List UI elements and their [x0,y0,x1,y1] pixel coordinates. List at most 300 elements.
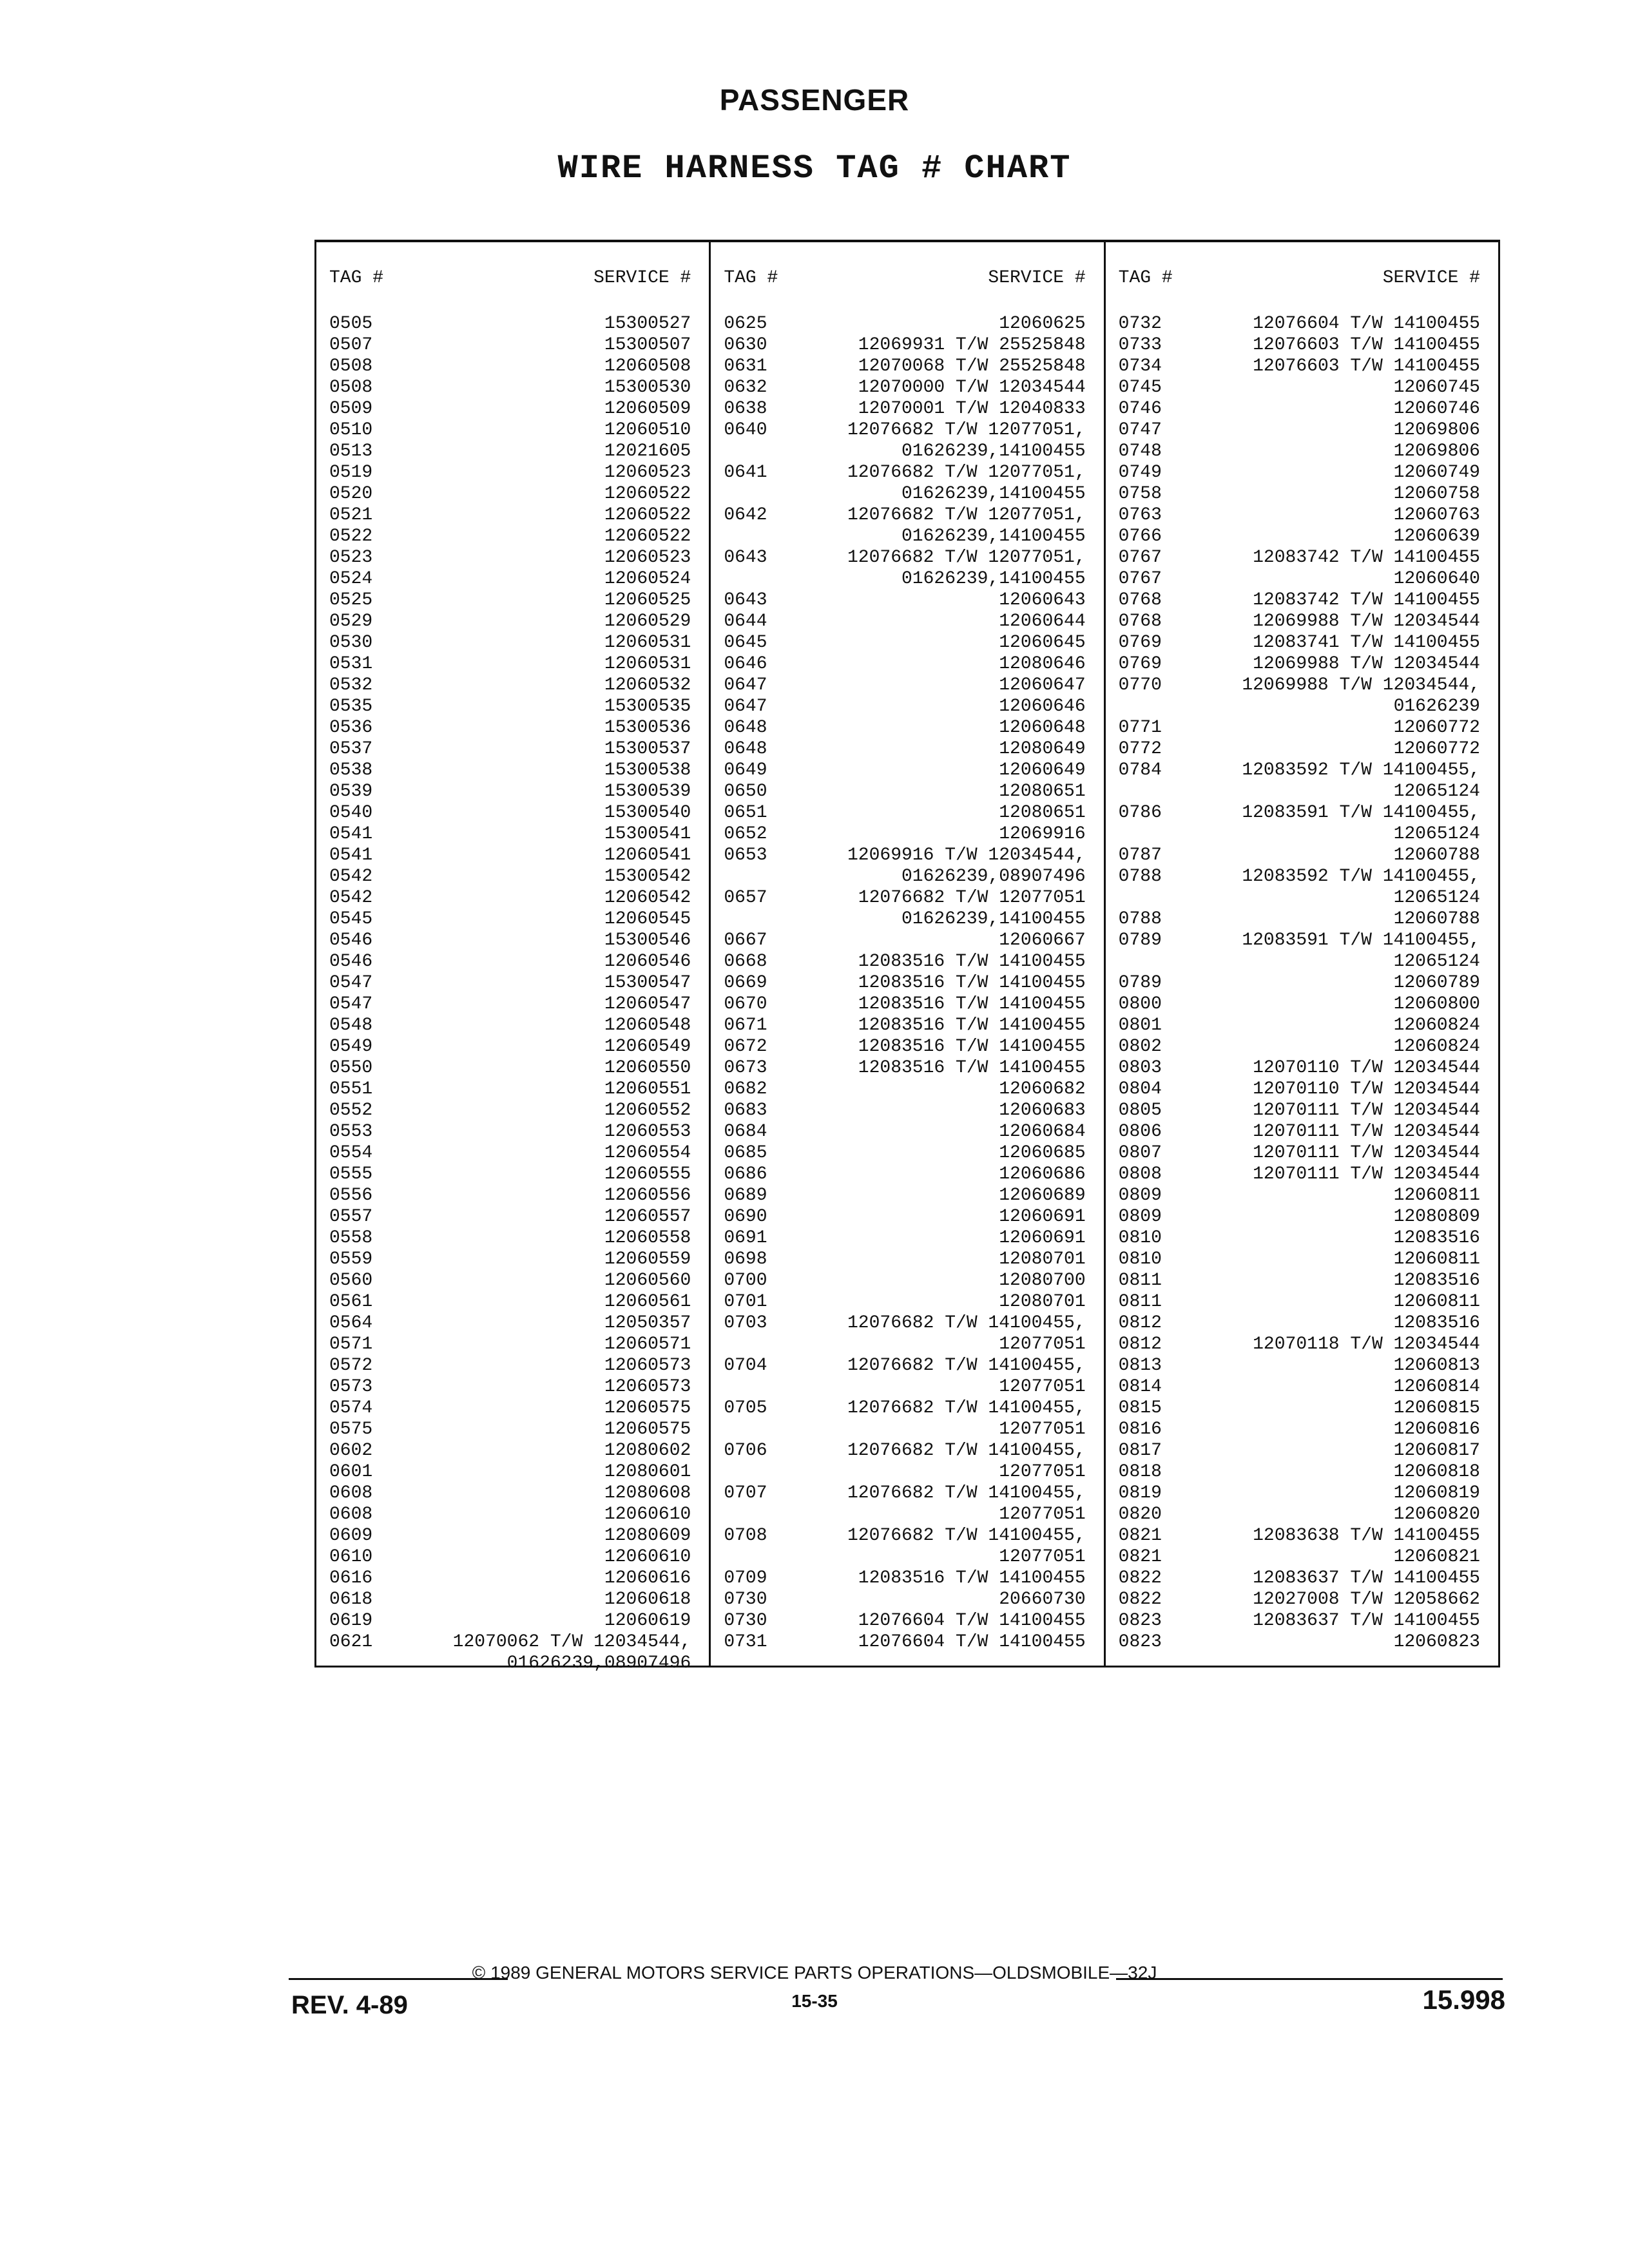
table-row [329,1227,691,1249]
service-cell: 12076604 T/W 14100455 [1253,314,1480,334]
table-row [329,1057,691,1079]
table-row [329,1419,691,1440]
tag-cell: 0521 [329,505,373,525]
table-row [1119,568,1480,590]
copyright-line: © 1989 GENERAL MOTORS SERVICE PARTS OPERATIONS—OLDSMOBILE—32J [472,1963,1157,1983]
tag-cell: 0802 [1118,1037,1162,1057]
tag-cell: 0820 [1118,1504,1162,1524]
service-cell: 12070118 T/W 12034544 [1253,1334,1480,1354]
service-cell: 15300527 [604,314,691,334]
tag-cell [1119,781,1196,802]
table-row [724,951,1085,972]
service-cell: 12060824 [1393,1037,1480,1057]
table-row [724,526,1085,547]
service-cell: 12076682 T/W 14100455, [847,1441,1086,1461]
tag-cell: 0822 [1118,1568,1162,1588]
table-column-1 [316,242,711,1673]
table-row [329,568,691,590]
service-cell: 12077051 [999,1334,1086,1354]
tag-cell: 0625 [724,314,767,334]
tag-cell: 0698 [724,1249,767,1269]
tag-cell: 0539 [329,782,373,802]
tag-cell: 0811 [1118,1271,1162,1291]
table-row [724,760,1085,781]
table-row [329,696,691,717]
service-cell: 12060552 [604,1100,691,1120]
table-row [329,611,691,632]
service-cell: 12060571 [604,1334,691,1354]
tag-cell: 0532 [329,675,373,695]
service-header: SERVICE # [988,268,1086,288]
table-row [329,547,691,568]
table-row [329,1312,691,1334]
tag-cell: 0523 [329,548,373,568]
table-row [329,1504,691,1525]
table-row [1119,1568,1480,1589]
chart-title: WIRE HARNESS TAG # CHART [557,149,1072,187]
service-cell: 12050357 [604,1313,691,1333]
table-row [329,1398,691,1419]
service-cell: 12060811 [1393,1249,1480,1269]
table-row [724,994,1085,1015]
tag-cell: 0641 [724,463,767,483]
service-cell: 12080701 [999,1249,1086,1269]
table-row [1119,887,1480,908]
service-cell: 12080608 [604,1483,691,1503]
service-cell: 12060557 [604,1207,691,1227]
service-cell: 12060758 [1393,484,1480,504]
service-cell: 12083516 T/W 14100455 [858,1037,1086,1057]
tag-cell [1119,696,1196,717]
service-cell: 12080651 [999,803,1086,823]
tag-cell: 0789 [1118,930,1162,950]
table-row [329,717,691,738]
service-cell: 01626239,08907496 [506,1653,691,1673]
tag-cell [724,1504,801,1525]
service-cell: 12060644 [999,611,1086,631]
tag-cell: 0602 [329,1441,373,1461]
service-cell: 12069988 T/W 12034544 [1253,654,1480,674]
tag-cell: 0558 [329,1228,373,1248]
tag-cell: 0640 [724,420,767,440]
table-row [724,1185,1085,1206]
tag-cell: 0747 [1118,420,1162,440]
service-cell: 20660730 [999,1590,1086,1610]
tag-cell: 0770 [1118,675,1162,695]
tag-cell: 0632 [724,378,767,398]
table-row [724,590,1085,611]
table-row [1119,781,1480,802]
service-cell: 12069806 [1393,441,1480,461]
tag-cell: 0547 [329,973,373,993]
service-cell: 15300547 [604,973,691,993]
service-cell: 12077051 [999,1547,1086,1567]
service-cell: 12069806 [1393,420,1480,440]
table-row [329,908,691,930]
table-row [724,802,1085,823]
table-row [329,951,691,972]
tag-cell: 0772 [1118,739,1162,759]
table-row [724,547,1085,568]
tag-cell: 0748 [1118,441,1162,461]
service-cell: 12076682 T/W 12077051, [847,420,1086,440]
service-cell: 12070111 T/W 12034544 [1253,1122,1480,1142]
tag-cell [724,1461,801,1483]
service-cell: 12070000 T/W 12034544 [858,378,1086,398]
table-row [724,1334,1085,1355]
tag-cell: 0643 [724,590,767,610]
tag-cell: 0823 [1118,1632,1162,1652]
tag-cell: 0650 [724,782,767,802]
table-row [1119,547,1480,568]
table-row [329,419,691,441]
service-cell: 12060573 [604,1377,691,1397]
service-cell: 12060619 [604,1611,691,1631]
tag-cell: 0701 [724,1292,767,1312]
service-cell: 12060522 [604,484,691,504]
table-row [329,887,691,908]
service-cell: 12077051 [999,1504,1086,1524]
service-cell: 12080700 [999,1271,1086,1291]
tag-cell: 0531 [329,654,373,674]
table-row [1119,1100,1480,1121]
tag-cell: 0703 [724,1313,767,1333]
tag-cell: 0815 [1118,1398,1162,1418]
tag-cell: 0647 [724,697,767,716]
service-cell: 12083591 T/W 14100455, [1242,930,1480,950]
service-cell: 12060691 [999,1228,1086,1248]
table-row [329,1334,691,1355]
table-row [724,1398,1085,1419]
table-row [1119,696,1480,717]
table-row [1119,1546,1480,1568]
tag-cell: 0814 [1118,1377,1162,1397]
service-cell: 15300542 [604,867,691,887]
table-row [724,1057,1085,1079]
tag-cell [724,1419,801,1440]
tag-cell [724,526,801,547]
tag-cell: 0768 [1118,611,1162,631]
table-row [1119,908,1480,930]
tag-cell: 0574 [329,1398,373,1418]
table-row [329,632,691,653]
tag-cell [724,866,801,887]
table-row [1119,1036,1480,1057]
tag-cell: 0767 [1118,548,1162,568]
service-cell: 12080646 [999,654,1086,674]
tag-cell: 0644 [724,611,767,631]
table-row [1119,994,1480,1015]
service-cell: 12080602 [604,1441,691,1461]
service-cell: 12060558 [604,1228,691,1248]
service-cell: 12060682 [999,1079,1086,1099]
service-cell: 12076682 T/W 14100455, [847,1356,1086,1376]
table-row [724,930,1085,951]
tag-cell: 0672 [724,1037,767,1057]
tag-cell: 0546 [329,930,373,950]
table-row [724,1483,1085,1504]
service-cell: 12060610 [604,1504,691,1524]
tag-cell: 0734 [1118,356,1162,376]
tag-cell: 0816 [1118,1419,1162,1439]
service-cell: 12065124 [1393,952,1480,972]
service-cell: 01626239,14100455 [901,484,1086,504]
tag-cell: 0542 [329,867,373,887]
tag-cell: 0818 [1118,1462,1162,1482]
tag-cell: 0685 [724,1143,767,1163]
table-row [1119,1376,1480,1398]
table-rows [329,313,691,1674]
table-row [724,1504,1085,1525]
table-row [329,675,691,696]
table-row [329,1206,691,1227]
service-cell: 12060800 [1393,994,1480,1014]
service-cell: 12083592 T/W 14100455, [1242,760,1480,780]
table-row [329,377,691,398]
column-header [724,268,1085,288]
table-row [724,441,1085,462]
service-cell: 01626239,14100455 [901,569,1086,589]
tag-cell: 0559 [329,1249,373,1269]
table-row [329,483,691,505]
tag-cell: 0651 [724,803,767,823]
tag-cell: 0541 [329,845,373,865]
tag-cell: 0704 [724,1356,767,1376]
service-cell: 12060821 [1393,1547,1480,1567]
tag-cell: 0706 [724,1441,767,1461]
tag-cell: 0572 [329,1356,373,1376]
service-cell: 12060542 [604,888,691,908]
service-cell: 12076682 T/W 12077051, [847,548,1086,568]
table-row [1119,1631,1480,1653]
table-row [329,1483,691,1504]
table-row [1119,1227,1480,1249]
service-cell: 15300541 [604,824,691,844]
service-cell: 12060547 [604,994,691,1014]
tag-cell: 0560 [329,1271,373,1291]
table-row [1119,760,1480,781]
service-cell: 12060523 [604,463,691,483]
tag-chart-table [314,240,1500,1673]
service-cell: 12083516 T/W 14100455 [858,1568,1086,1588]
table-row [1119,1334,1480,1355]
tag-cell: 0684 [724,1122,767,1142]
table-row [724,1312,1085,1334]
service-cell: 12060745 [1393,378,1480,398]
service-cell: 12060823 [1393,1632,1480,1652]
tag-cell: 0547 [329,994,373,1014]
tag-cell: 0537 [329,739,373,759]
table-row [329,823,691,845]
service-cell: 12060818 [1393,1462,1480,1482]
service-cell: 15300507 [604,335,691,355]
service-cell: 12060559 [604,1249,691,1269]
table-row [724,717,1085,738]
tag-cell: 0683 [724,1100,767,1120]
tag-cell: 0671 [724,1015,767,1035]
service-cell: 12060816 [1393,1419,1480,1439]
table-row [724,1036,1085,1057]
tag-cell: 0522 [329,526,373,546]
table-row [1119,866,1480,887]
tag-cell: 0648 [724,739,767,759]
table-row [724,845,1085,866]
table-row [724,866,1085,887]
table-row [329,972,691,994]
table-row [724,334,1085,356]
service-cell: 12060691 [999,1207,1086,1227]
tag-cell: 0819 [1118,1483,1162,1503]
tag-cell: 0805 [1118,1100,1162,1120]
service-cell: 12060575 [604,1419,691,1439]
service-cell: 12060555 [604,1164,691,1184]
service-cell: 12060811 [1393,1186,1480,1206]
service-cell: 12060509 [604,399,691,419]
service-cell: 12060616 [604,1568,691,1588]
service-cell: 01626239,14100455 [901,909,1086,929]
table-row [329,526,691,547]
tag-cell: 0545 [329,909,373,929]
table-row [329,1610,691,1631]
tag-cell: 0608 [329,1483,373,1503]
tag-cell: 0571 [329,1334,373,1354]
service-cell: 12060811 [1393,1292,1480,1312]
table-rows [724,313,1085,1653]
table-row [724,462,1085,483]
service-cell: 12065124 [1393,888,1480,908]
service-cell: 12080609 [604,1526,691,1546]
tag-cell: 0767 [1118,569,1162,589]
tag-cell [1119,823,1196,845]
tag-cell: 0812 [1118,1334,1162,1354]
table-row [724,505,1085,526]
table-row [329,738,691,760]
tag-cell: 0552 [329,1100,373,1120]
tag-cell: 0733 [1118,335,1162,355]
tag-cell: 0509 [329,399,373,419]
tag-cell: 0609 [329,1526,373,1546]
table-row [1119,1398,1480,1419]
service-cell: 12060618 [604,1590,691,1610]
tag-cell: 0812 [1118,1313,1162,1333]
table-row [724,972,1085,994]
table-row [1119,1419,1480,1440]
table-row [724,1227,1085,1249]
service-cell: 12060532 [604,675,691,695]
tag-header: TAG # [1118,268,1173,288]
table-row [1119,313,1480,334]
tag-cell: 0788 [1118,909,1162,929]
tag-header: TAG # [724,268,778,288]
table-row [1119,632,1480,653]
service-cell: 12060524 [604,569,691,589]
table-row [724,568,1085,590]
service-cell: 12060689 [999,1186,1086,1206]
tag-cell: 0524 [329,569,373,589]
tag-cell: 0642 [724,505,767,525]
table-row [1119,738,1480,760]
table-row [329,994,691,1015]
service-cell: 15300536 [604,718,691,738]
tag-cell: 0786 [1118,803,1162,823]
table-row [1119,1015,1480,1036]
table-row [1119,1483,1480,1504]
tag-cell: 0508 [329,378,373,398]
tag-header: TAG # [329,268,384,288]
service-cell: 12083516 [1393,1313,1480,1333]
service-cell: 12060639 [1393,526,1480,546]
table-row [329,313,691,334]
table-row [1119,802,1480,823]
service-cell: 12083741 T/W 14100455 [1253,633,1480,653]
tag-cell: 0808 [1118,1164,1162,1184]
table-row [1119,972,1480,994]
service-cell: 12060625 [999,314,1086,334]
tag-cell: 0807 [1118,1143,1162,1163]
tag-cell: 0769 [1118,654,1162,674]
table-row [724,1589,1085,1610]
tag-cell: 0564 [329,1313,373,1333]
tag-cell: 0787 [1118,845,1162,865]
service-cell: 12060548 [604,1015,691,1035]
table-row [329,1589,691,1610]
table-row [1119,1461,1480,1483]
service-cell: 12060763 [1393,505,1480,525]
tag-cell [1119,887,1196,908]
tag-cell: 0801 [1118,1015,1162,1035]
table-row [1119,1079,1480,1100]
table-row [1119,1291,1480,1312]
service-cell: 12060646 [999,697,1086,716]
tag-cell: 0669 [724,973,767,993]
tag-cell: 0731 [724,1632,767,1652]
service-cell: 12060685 [999,1143,1086,1163]
table-row [329,1036,691,1057]
tag-cell: 0538 [329,760,373,780]
tag-cell: 0541 [329,824,373,844]
table-row [329,590,691,611]
service-cell: 12060819 [1393,1483,1480,1503]
tag-cell: 0555 [329,1164,373,1184]
tag-cell: 0730 [724,1590,767,1610]
table-row [1119,505,1480,526]
revision-label: REV. 4-89 [291,1991,408,2019]
table-row [724,1270,1085,1291]
service-cell: 15300538 [604,760,691,780]
service-cell: 12060813 [1393,1356,1480,1376]
table-row [724,377,1085,398]
service-cell: 12060560 [604,1271,691,1291]
tag-cell: 0749 [1118,463,1162,483]
service-cell: 01626239,14100455 [901,526,1086,546]
service-cell: 12083637 T/W 14100455 [1253,1568,1480,1588]
tag-cell: 0809 [1118,1186,1162,1206]
table-row [329,1546,691,1568]
service-cell: 12083592 T/W 14100455, [1242,867,1480,887]
tag-cell: 0638 [724,399,767,419]
table-row [1119,1270,1480,1291]
service-cell: 12069931 T/W 25525848 [858,335,1086,355]
service-cell: 01626239,14100455 [901,441,1086,461]
service-cell: 12060684 [999,1122,1086,1142]
tag-cell: 0616 [329,1568,373,1588]
table-row [329,1291,691,1312]
table-row [329,505,691,526]
table-row [724,483,1085,505]
table-row [329,760,691,781]
service-cell: 12083638 T/W 14100455 [1253,1526,1480,1546]
table-row [329,1249,691,1270]
